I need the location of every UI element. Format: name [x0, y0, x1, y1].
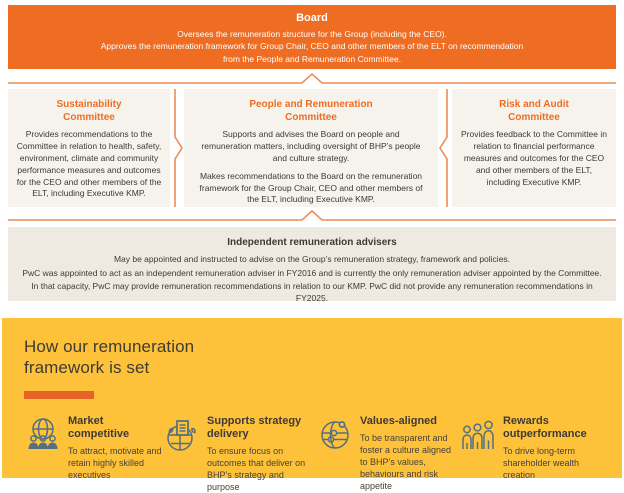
risk-audit-committee-title: Risk and Audit Committee: [488, 99, 580, 124]
sustainability-committee-paragraph: Provides recommendations to the Committee in relation to health, safety, environment, climate and community performance measures and outcomes for the CEO and other members of the ELT, including Executive KMP.: [16, 129, 162, 200]
people-group-icon: [459, 416, 497, 454]
pillar-rewards-outperformance: [459, 415, 600, 493]
board-box: [8, 5, 616, 69]
pillar-values-aligned-text: [360, 415, 459, 493]
risk-audit-committee-box: [452, 89, 616, 207]
up-chevron-connector-top: [8, 69, 616, 89]
pillar-market-competitive-title: Market competitive: [68, 415, 163, 441]
people-remuneration-committee-title: People and Remuneration Committee: [226, 99, 396, 124]
globe-network-icon: [316, 416, 354, 454]
people-remuneration-committee-paragraph-1: Supports and advises the Board on people and remuneration matters, including oversight of BHP’s people and culture strategy.: [198, 129, 424, 165]
pillar-supports-strategy-text: [207, 415, 316, 493]
sustainability-committee-title: Sustainability Committee: [43, 99, 135, 124]
committees-row: [8, 89, 616, 207]
pillar-supports-strategy-description: To ensure focus on outcomes that deliver on BHP’s strategy and purpose: [207, 445, 316, 493]
independent-advisers-title: Independent remuneration advisers: [22, 237, 602, 248]
independent-advisers-box: [8, 227, 616, 301]
pillar-rewards-outperformance-description: To drive long-term shareholder wealth creation: [503, 445, 600, 481]
board-line-2: Approves the remuneration framework for Group Chair, CEO and other members of the ELT on recommendation from the People and Remuneration Committee.: [96, 40, 528, 65]
risk-audit-committee-body: [460, 129, 608, 188]
framework-heading: How our remuneration framework is set: [24, 336, 254, 379]
right-chevron-divider: [170, 89, 184, 207]
pillar-rewards-outperformance-title: Rewards outperformance: [503, 415, 600, 441]
globe-people-icon: [24, 416, 62, 454]
pillar-rewards-outperformance-text: [503, 415, 600, 482]
people-remuneration-committee-paragraph-2: Makes recommendations to the Board on the remuneration framework for the Group Chair, CEO and other members of the ELT, including Executive KMP.: [198, 171, 424, 207]
pillar-values-aligned: [316, 415, 459, 493]
pillar-market-competitive-text: [68, 415, 163, 482]
remuneration-governance-diagram: [0, 5, 624, 484]
left-chevron-divider: [438, 89, 452, 207]
globe-document-icon: [163, 416, 201, 454]
sustainability-committee-box: [8, 89, 170, 207]
people-remuneration-committee-body: [198, 129, 424, 206]
people-remuneration-committee-box: [184, 89, 438, 207]
orange-accent-bar: [24, 391, 94, 399]
sustainability-committee-body: [16, 129, 162, 200]
pillar-market-competitive: [24, 415, 163, 493]
pillar-supports-strategy: [163, 415, 316, 493]
independent-advisers-line-1: May be appointed and instructed to advise on the Group’s remuneration strategy, framework and policies.: [22, 253, 602, 265]
board-title: Board: [28, 12, 596, 24]
pillar-market-competitive-description: To attract, motivate and retain highly skilled executives: [68, 445, 163, 481]
remuneration-framework-section: [2, 318, 622, 478]
framework-pillars: [24, 415, 600, 493]
risk-audit-committee-paragraph: Provides feedback to the Committee in relation to financial performance measures and outcomes for the CEO and other members of the ELT, including Executive KMP.: [460, 129, 608, 188]
independent-advisers-line-2: PwC was appointed to act as an independent remuneration adviser in FY2016 and is currently the only remuneration adviser appointed by the Committee. In that capacity, PwC may provide remuneration recommendations in relation to our KMP. PwC did not provide any remuneration recommendations in FY2025.: [22, 267, 602, 304]
pillar-supports-strategy-title: Supports strategy delivery: [207, 415, 316, 441]
pillar-values-aligned-title: Values-aligned: [360, 415, 459, 428]
up-chevron-connector-bottom: [8, 207, 616, 227]
pillar-values-aligned-description: To be transparent and foster a culture aligned to BHP’s values, behaviours and risk appetite: [360, 432, 459, 493]
board-line-1: Oversees the remuneration structure for the Group (including the CEO).: [28, 28, 596, 40]
